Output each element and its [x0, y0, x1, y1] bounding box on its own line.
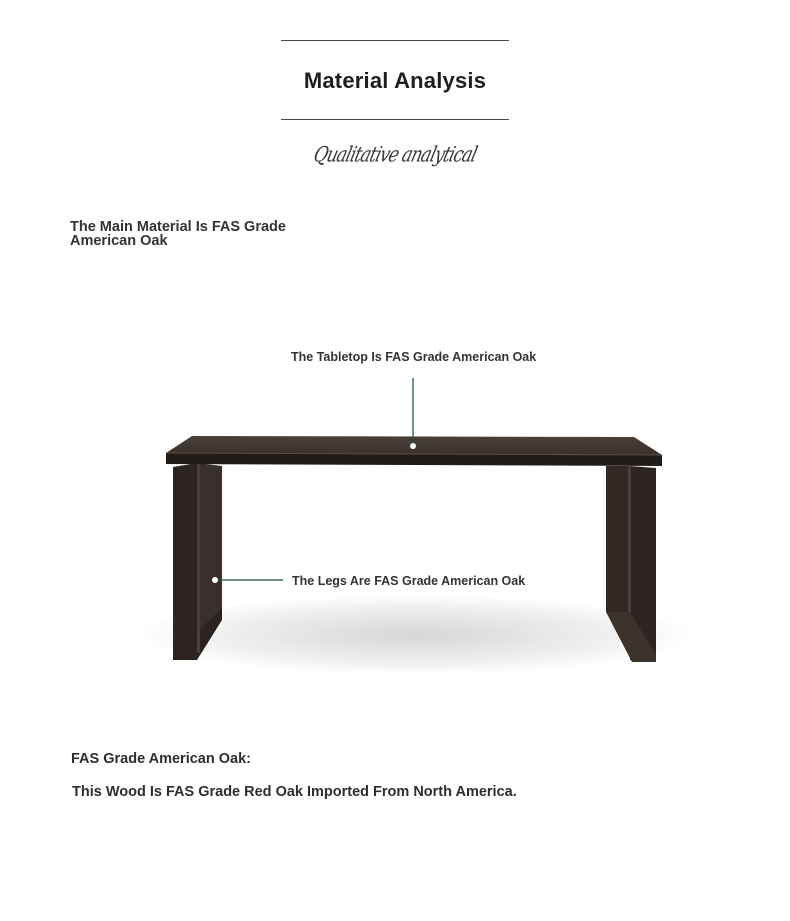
legs-leader-dot — [212, 577, 218, 583]
left-leg — [173, 463, 222, 660]
script-subtitle: Qualitative analytical — [310, 142, 480, 168]
tabletop — [166, 436, 662, 466]
legs-callout: The Legs Are FAS Grade American Oak — [292, 574, 526, 588]
page-title: Material Analysis — [303, 68, 487, 93]
fas-description: This Wood Is FAS Grade Red Oak Imported From North America. — [72, 784, 517, 800]
main-material-text: The Main Material Is FAS Grade American Oak — [70, 219, 286, 249]
tabletop-callout: The Tabletop Is FAS Grade American Oak — [291, 350, 537, 364]
fas-heading: FAS Grade American Oak: — [71, 751, 251, 767]
tabletop-leader-dot — [410, 443, 416, 449]
